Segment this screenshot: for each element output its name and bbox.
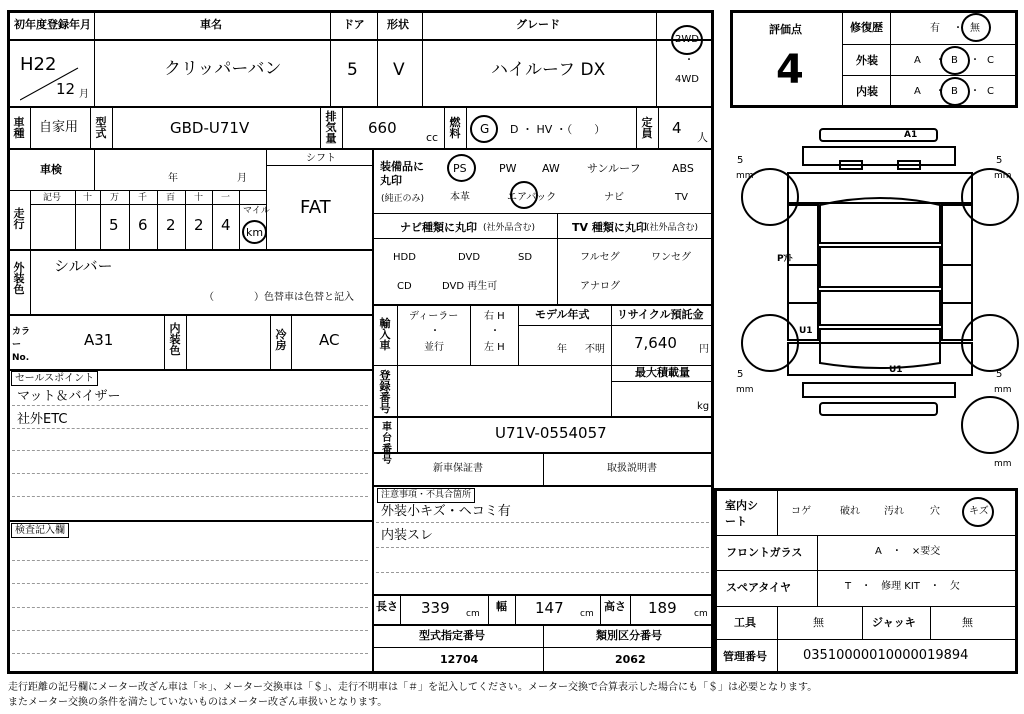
km-unit: km — [246, 226, 264, 239]
ext-grade: B — [951, 55, 958, 66]
car-damage-diagram — [740, 125, 1020, 480]
digit-head: 十 — [83, 193, 93, 203]
tread-unit: mm — [994, 171, 1012, 181]
navi-item: DVD — [458, 252, 481, 263]
color-no-header: カラーNo. — [12, 327, 31, 363]
capacity-header: 定員 — [641, 116, 653, 140]
color-no: A31 — [84, 331, 114, 349]
tread-unit: mm — [994, 459, 1012, 469]
shift-header: シフト — [306, 153, 336, 164]
equip-header: 装備品に丸印 — [380, 160, 424, 187]
sales-point-label: セールスポイント — [11, 371, 98, 386]
mile-label: マイル — [243, 206, 270, 216]
era-year: H22 — [20, 54, 57, 75]
int-grade: B — [951, 86, 958, 97]
left-hand: 左 H — [484, 342, 505, 353]
type-no: 12704 — [440, 653, 479, 666]
width: 147 — [535, 599, 564, 617]
model-year-header: モデル年式 — [535, 308, 590, 321]
model-year-unit: 年 — [557, 344, 567, 355]
hand-dot: ・ — [490, 326, 500, 337]
int-grade: C — [987, 86, 994, 97]
glass: A ・ ×要交 — [875, 546, 941, 557]
import-dot: ・ — [430, 326, 440, 337]
int-grade: ・ — [970, 86, 980, 97]
class-no: 2062 — [615, 653, 646, 666]
displacement-header: 排気量 — [325, 110, 337, 145]
seat-item: 汚れ — [884, 506, 904, 517]
equip-item: PS — [453, 162, 467, 175]
equip-item: ナビ — [604, 192, 624, 203]
tv-item: フルセグ — [580, 252, 620, 263]
month-unit: 月 — [79, 89, 89, 100]
ac: AC — [319, 331, 340, 349]
width-header: 幅 — [496, 600, 507, 613]
equip-item: 本革 — [450, 192, 470, 203]
repair-dot: ・ — [953, 23, 963, 34]
right-hand: 右 H — [484, 311, 505, 322]
tv-header: TV 種類に丸印 — [572, 221, 647, 234]
tread-unit: mm — [994, 385, 1012, 395]
inspection-label: 検査記入欄 — [11, 523, 69, 538]
navi-item: CD — [397, 281, 412, 292]
exterior-header: 外装 — [856, 54, 878, 67]
fuel-g: G — [480, 122, 490, 136]
tread-depth: 5 — [737, 369, 744, 380]
navi-item: HDD — [393, 252, 416, 263]
manual: 取扱説明書 — [607, 463, 657, 474]
jack: 無 — [962, 616, 973, 629]
navi-note: (社外品含む) — [483, 223, 536, 233]
management-number: 03510000010000019894 — [803, 648, 969, 663]
fuel-header: 燃料 — [449, 116, 461, 140]
tread-unit: mm — [736, 171, 754, 181]
doors-header: ドア — [343, 18, 365, 31]
mileage-digit: 2 — [166, 216, 176, 234]
shape: V — [393, 60, 405, 80]
equip-item: PW — [499, 162, 517, 175]
max-load-unit: kg — [697, 401, 710, 412]
jack-header: ジャッキ — [872, 616, 916, 629]
diagram-label-pato: Pｱﾄ — [777, 254, 793, 264]
digit-head: 万 — [110, 193, 120, 203]
interior-grade-header: 内装 — [856, 85, 878, 98]
equip-item: サンルーフ — [587, 162, 641, 175]
tools: 無 — [813, 616, 824, 629]
grade: ハイルーフ DX — [491, 60, 606, 80]
chassis-number: U71V-0554057 — [495, 424, 607, 442]
digit-head: 千 — [138, 193, 148, 203]
reg-no-header: 登録番号 — [379, 369, 391, 415]
shape-header: 形状 — [387, 18, 409, 31]
footer-note: またメーター交換の条件を満たしていないものはメーター改ざん車扱いとなります。 — [8, 697, 388, 708]
doors: 5 — [347, 60, 358, 80]
navi-item: SD — [518, 252, 533, 263]
ext-grade: A — [914, 55, 921, 66]
mgmt-header: 管理番号 — [723, 650, 767, 663]
note: 内装スレ — [381, 528, 434, 543]
tread-depth: 5 — [996, 155, 1003, 166]
color-note: （ ）色替車は色替と記入 — [204, 292, 354, 303]
seat-item: 破れ — [840, 506, 860, 517]
use-header: 車種 — [13, 116, 25, 140]
color: シルバー — [54, 257, 113, 275]
chassis-header: 車台番号 — [382, 422, 392, 466]
int-grade: A — [914, 86, 921, 97]
tread-depth: 5 — [737, 155, 744, 166]
spare-header: スペアタイヤ — [726, 581, 792, 594]
notes-label: 注意事項・不具合箇所 — [377, 488, 475, 503]
class-no-header: 類別区分番号 — [596, 629, 662, 642]
parallel: 並行 — [424, 342, 444, 353]
model: GBD-U71V — [170, 119, 250, 137]
spare: T ・ 修理 KIT ・ 欠 — [845, 581, 960, 592]
ext-grade: ・ — [935, 55, 945, 66]
navi-header: ナビ種類に丸印 — [400, 221, 477, 234]
capacity-unit: 人 — [697, 131, 708, 144]
note: 外装小キズ・ヘコミ有 — [381, 504, 511, 519]
car-name: クリッパーバン — [164, 59, 282, 79]
drive-dot: ・ — [684, 55, 694, 66]
seat-item: キズ — [969, 506, 989, 517]
use: 自家用 — [39, 120, 79, 135]
model-year-unknown: 不明 — [585, 344, 605, 355]
diagram-label-u1: U1 — [889, 365, 903, 375]
capacity: 4 — [672, 119, 682, 137]
height: 189 — [648, 599, 677, 617]
month: 12 — [56, 80, 76, 98]
max-load-header: 最大積載量 — [635, 366, 690, 379]
dealer: ディーラー — [409, 311, 459, 322]
navi-item: DVD 再生可 — [442, 281, 498, 292]
repair-header: 修復歴 — [850, 21, 883, 34]
mileage-digit: 5 — [109, 216, 119, 234]
first-reg-header: 初年度登録年月 — [14, 18, 91, 31]
shaken-header: 車検 — [40, 163, 62, 176]
tread-depth: 5 — [996, 369, 1003, 380]
interior-header: 内装色 — [169, 322, 181, 357]
drive-2wd: 2WD — [675, 34, 699, 45]
color-header: 外装色 — [13, 261, 25, 296]
ext-grade: C — [987, 55, 994, 66]
mileage-digit: 6 — [138, 216, 148, 234]
mileage-digit: 2 — [194, 216, 204, 234]
sales-point: マット＆バイザー — [17, 389, 121, 404]
grade-header: グレード — [516, 18, 560, 31]
footer-note: 走行距離の記号欄にメーター改ざん車は「＊」、メーター交換車は「＄」、走行不明車は「＃」を記入してください。メーター交換で合算表示した場合にも「＄」は必要となります。 — [8, 682, 818, 693]
mileage-header: 走行 — [13, 207, 25, 231]
warranty: 新車保証書 — [433, 463, 483, 474]
recycle-fee: 7,640 — [634, 334, 677, 352]
model-header: 型式 — [95, 116, 107, 140]
diagram-label-u1: U1 — [799, 326, 813, 336]
width-unit: cm — [580, 609, 594, 619]
symbol-header: 記号 — [43, 193, 62, 203]
equip-item: ABS — [672, 162, 694, 175]
sales-point: 社外ETC — [17, 412, 68, 427]
tv-note: (社外品含む) — [646, 223, 699, 233]
ac-header: 冷房 — [275, 328, 287, 352]
recycle-header: リサイクル預託金 — [617, 308, 704, 321]
int-grade: ・ — [935, 86, 945, 97]
height-header: 高さ — [604, 600, 626, 613]
seat-item: コゲ — [791, 506, 811, 517]
recycle-unit: 円 — [699, 344, 709, 355]
import-header: 輸入車 — [379, 317, 391, 352]
fuel-options: D ・ HV ・（ ） — [510, 123, 606, 136]
evaluation-score: 4 — [776, 47, 804, 93]
type-no-header: 型式指定番号 — [419, 629, 485, 642]
glass-header: フロントガラス — [726, 546, 803, 559]
seat-header: 室内シート — [725, 499, 758, 528]
mileage-digit: 4 — [221, 216, 231, 234]
height-unit: cm — [694, 609, 708, 619]
digit-head: 一 — [221, 193, 231, 203]
repair-opt: 有 — [930, 23, 940, 34]
digit-head: 十 — [194, 193, 204, 203]
shaken-year-unit: 年 — [168, 173, 178, 184]
equip-item: AW — [542, 162, 560, 175]
length: 339 — [421, 599, 450, 617]
digit-head: 百 — [166, 193, 176, 203]
equip-note: (純正のみ) — [381, 194, 425, 204]
displacement: 660 — [368, 119, 397, 137]
diagram-label-a1: A1 — [904, 130, 918, 140]
length-unit: cm — [466, 609, 480, 619]
shaken-month-unit: 月 — [237, 173, 247, 184]
seat-item: 穴 — [930, 506, 940, 517]
tv-item: ワンセグ — [651, 252, 691, 263]
displacement-unit: cc — [426, 131, 439, 144]
repair-opt: 無 — [970, 23, 980, 34]
shift: FAT — [300, 197, 331, 218]
ext-grade: ・ — [970, 55, 980, 66]
length-header: 長さ — [376, 600, 398, 613]
equip-item: エアバック — [507, 192, 557, 203]
car-name-header: 車名 — [200, 18, 222, 31]
tread-unit: mm — [736, 385, 754, 395]
equip-item: TV — [675, 192, 688, 203]
drive-4wd: 4WD — [675, 74, 699, 85]
tools-header: 工具 — [734, 616, 756, 629]
tv-item: アナログ — [580, 281, 620, 292]
score-header: 評価点 — [769, 23, 802, 36]
